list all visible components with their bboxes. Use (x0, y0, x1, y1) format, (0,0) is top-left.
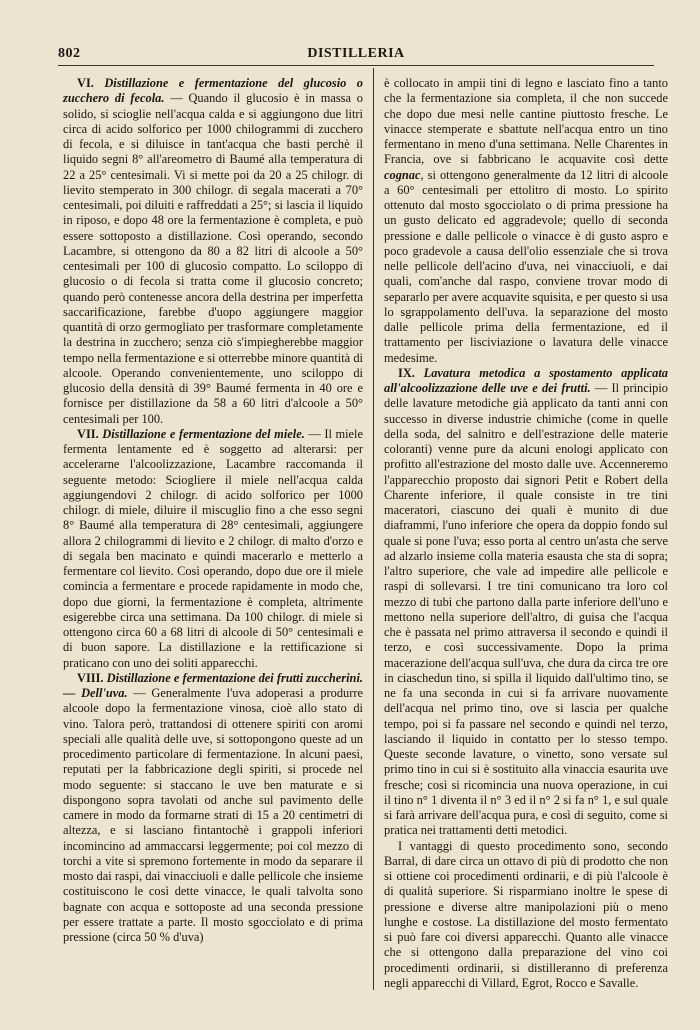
page-number: 802 (58, 46, 81, 61)
header-rule (58, 65, 654, 66)
left-column (63, 76, 363, 945)
section-vii-text: — Il miele fermenta lentamente ed è soggetto ad alterarsi: per accelerarne l'alcoolizzazione, Lacambre raccomanda il seguente metodo: Sciogliere il miele nell'acqua calda aggiungendovi 2 chilogr. di acido solforico per 1000 chilogr. di miele, diluire il miscuglio fino a che esso segni 8° Baumé alla temperatura di 28° centesimali, aggiungere allora 2 chilogrammi di lievito e 2 chilogr. di malto d'orzo e di segala ben macinato e quindi macerarlo e metterlo a fermentare col lievito. Così operando, dopo due ore il miele comincia a fermentare e procede rapidamente in modo che, dopo due giorni, la fermentazione è completa, altrimente esigerebbe circa una settimana. Da 100 chilogr. di miele si ottengono circa 60 a 68 litri di alcoole di 50° centesimali e di buon sapore. La distillazione e la rettificazione si praticano con uno dei soliti apparecchi. (63, 426, 363, 670)
section-vii-number: VII. (77, 426, 99, 441)
section-vii-heading: Distillazione e fermentazione del miele. (102, 426, 305, 441)
section-vi-heading: Distillazione e fermentazione del glucosio o zucchero di fecola. (63, 76, 363, 106)
section-ix-number: IX. (398, 365, 415, 380)
final-paragraph-text: I vantaggi di questo procedimento sono, secondo Barral, di dare circa un ottavo di più di prodotto che non si ottiene coi procedimenti ordinarii, e di più l'alcoole è di qualità superiore. Si risparmiano inoltre le spese di pressione e diverse altre manipolazioni più o meno lunghe e costose. La distillazione del mosto fermentato si può fare coi diversi apparecchi. Quanto alle vinacce che si ottengono dalla preparazione del vino coi procedimenti ordinarii, si distilleranno di preferenza negli apparecchi di Villard, Egrot, Rocco e Savalle. (384, 838, 668, 990)
section-viii-number: VIII. (77, 670, 104, 685)
continued-text-b: , si ottengono generalmente da 12 litri di alcoole a 60° centesimali per ettolitro di mosto. Lo spirito ottenuto dal mosto sgocciolato o di prima pressione ha un gusto delicato ed aggradevole; quello di seconda pressione e dalle pellicole o vinacce è di gusto aspro e poco gradevole a causa dell'olio essenziale che si trova nelle pellicole dell'acino d'uva, nei vinacciuoli, e dai quali, com'anche dal raspo, conviene trovar modo di separarlo per avere acquavite squisita, e per questo si usa lo sgrappolamento dell'uva. la separazione del mosto dalle pellicole prima della fermentazione, ed il trattamento per lisciviazione o lavatura delle vinacce medesime. (384, 167, 668, 365)
section-viii (63, 671, 363, 946)
continued-text-a: è collocato in ampii tini di legno e lasciato fino a tanto che la fermentazione sia completa, il che non succede che dopo due mesi nelle cantine piuttosto fresche. Le vinacce stemperate e sbattute nell'acqua entro un tino fermentano in meno d'una settimana. Nelle Charentes in Francia, ove si fabbricano le acquavite così dette (384, 76, 668, 167)
running-head (58, 46, 654, 64)
section-title: DISTILLERIA (307, 46, 405, 61)
section-viii-subheading: — Dell'uva. (63, 686, 128, 700)
section-vi-number: VI. (77, 76, 94, 90)
section-vii (63, 427, 363, 671)
section-viii-continued (384, 76, 668, 366)
cognac-term: cognac (384, 167, 421, 182)
section-ix (384, 366, 668, 839)
column-divider (373, 68, 374, 990)
right-column (384, 76, 668, 991)
section-vi (63, 76, 363, 427)
section-ix-text: — Il principio delle lavature metodiche già applicato da tanti anni con successo in diverse industrie chimiche (come in quelle della soda, del salnitro e dell'estrazione delle materie coloranti) venne pure da alcuni enologi applicato con profitto all'estrazione del mosto dalle uve. Accenneremo l'apparecchio proposto dai signori Petit e Robert della Charente inferiore, il quale consiste in tre tini maceratori, ciascuno dei quali è munito di due diaframmi, l'uno inferiore che opera da doppio fondo sul quale si pone l'uva; esso porta al centro un'asta che serve ad alzarlo insieme colla materia esausta che sta di sopra; l'altro superiore, che vale ad impedire alle pellicole e raspi di sollevarsi. I tre tini comunicano tra loro col mezzo di tubi che partono dalla parte inferiore dell'uno e mettono nella superiore dell'altro, di guisa che l'acqua che è passata nel primo attraversa il secondo e quindi il terzo, e così successivamente. Dopo la prima macerazione dell'acqua sull'uva, che dura da circa tre ore in ciaschedun tino, si spilla il liquido dall'ultimo tino, se ne fa una seconda in cui si fa arrivare nuovamente dell'acqua nel primo tino, ove si lascia per qualche tempo, poi si fa passare nel secondo e quindi nel terzo, lasciando il liquido in contatto per lo stesso tempo. Queste seconde lavature, o vinetto, sono versate sul primo tino in cui si è sostituito alla vinaccia esaurita uve fresche; così si ricomincia una nuova operazione, in cui il tino n° 1 diventa il n° 3 ed il n° 2 si fa n° 1, e sul quale si farà arrivare dell'acqua pura, e così di seguito, come si pratica nei trattamenti detti metodici. (384, 381, 668, 838)
section-ix-heading: Lavatura metodica a spostamento applicata all'alcoolizzazione delle uve e dei frutti. (384, 365, 668, 395)
section-viii-text: — Generalmente l'uva adoperasi a produrre alcoole dopo la fermentazione vinosa, cioè allo stato di vino. Talora però, trattandosi di ottenere spiriti con aromi speciali alle qualità delle uve, si sottopongono queste ad un procedimento particolare di fermentazione. In alcuni paesi, reputati per la fabbricazione degli spiriti, si procede nel modo seguente: si staccano le uve ben maturate e si dispongono sopra tavolati od anche sul pavimento delle camere in modo da formarne strati di 15 a 20 centimetri di altezza, e si lasciano fintantochè i grappoli inferiori incomincino ad ammaccarsi leggermente; poi col mezzo di torchi a vite si spremono fortemente in modo da separare il mosto dai raspi, dai vinacciuoli e dalle pellicole che insieme costituiscono le così dette vinacce, le quali talvolta sono bagnate con acqua e sottoposte ad una seconda pressione per essere trattate a parte. Il mosto sgocciolato e di prima pressione (circa 50 % d'uva) (63, 686, 363, 944)
section-viii-heading: Distillazione e fermentazione dei frutti zuccherini. (106, 670, 363, 685)
section-vi-text: — Quando il glucosio è in massa o solido, si scioglie nell'acqua calda e si aggiungono due litri circa di acido solforico per 1000 chilogrammi di zucchero di fecola, e si diluisce in tant'acqua che basti perchè il liquido segni 8° all'areometro di Baumé alla temperatura di 22 a 25° centesimali. Vi si mette poi da 20 a 25 chilogr. di lievito stemperato in 300 chilogr. di segala macerati a 70° centesimali, poi diluiti e raffreddati a 25°; si lascia il liquido in riposo, e dopo 48 ore la fermentazione è completa, e può essere sottoposto a distillazione. Così operando, secondo Lacambre, si ottengono da 80 a 82 litri di alcoole a 50° centesimali per 100 di glucosio compatto. Lo sciloppo di glucosio o di fecola si tratta come il glucosio concreto; quando però contenesse ancora della destrina per imperfetta saccarificazione, farebbe d'uopo aggiungere maggior quantità di orzo germogliato per trasformare completamente la destrina in zucchero; senza ciò s'impiegherebbe maggior tempo nella fermentazione e si otterrebbe minore quantità di alcoole. Operando convenientemente, uno sciloppo di glucosio della densità di 39° Baumé fermenta in 40 ore e fornisce per distillazione da 58 a 60 litri d'alcoole a 50° centesimali per 100. (63, 91, 363, 426)
final-paragraph (384, 839, 668, 992)
